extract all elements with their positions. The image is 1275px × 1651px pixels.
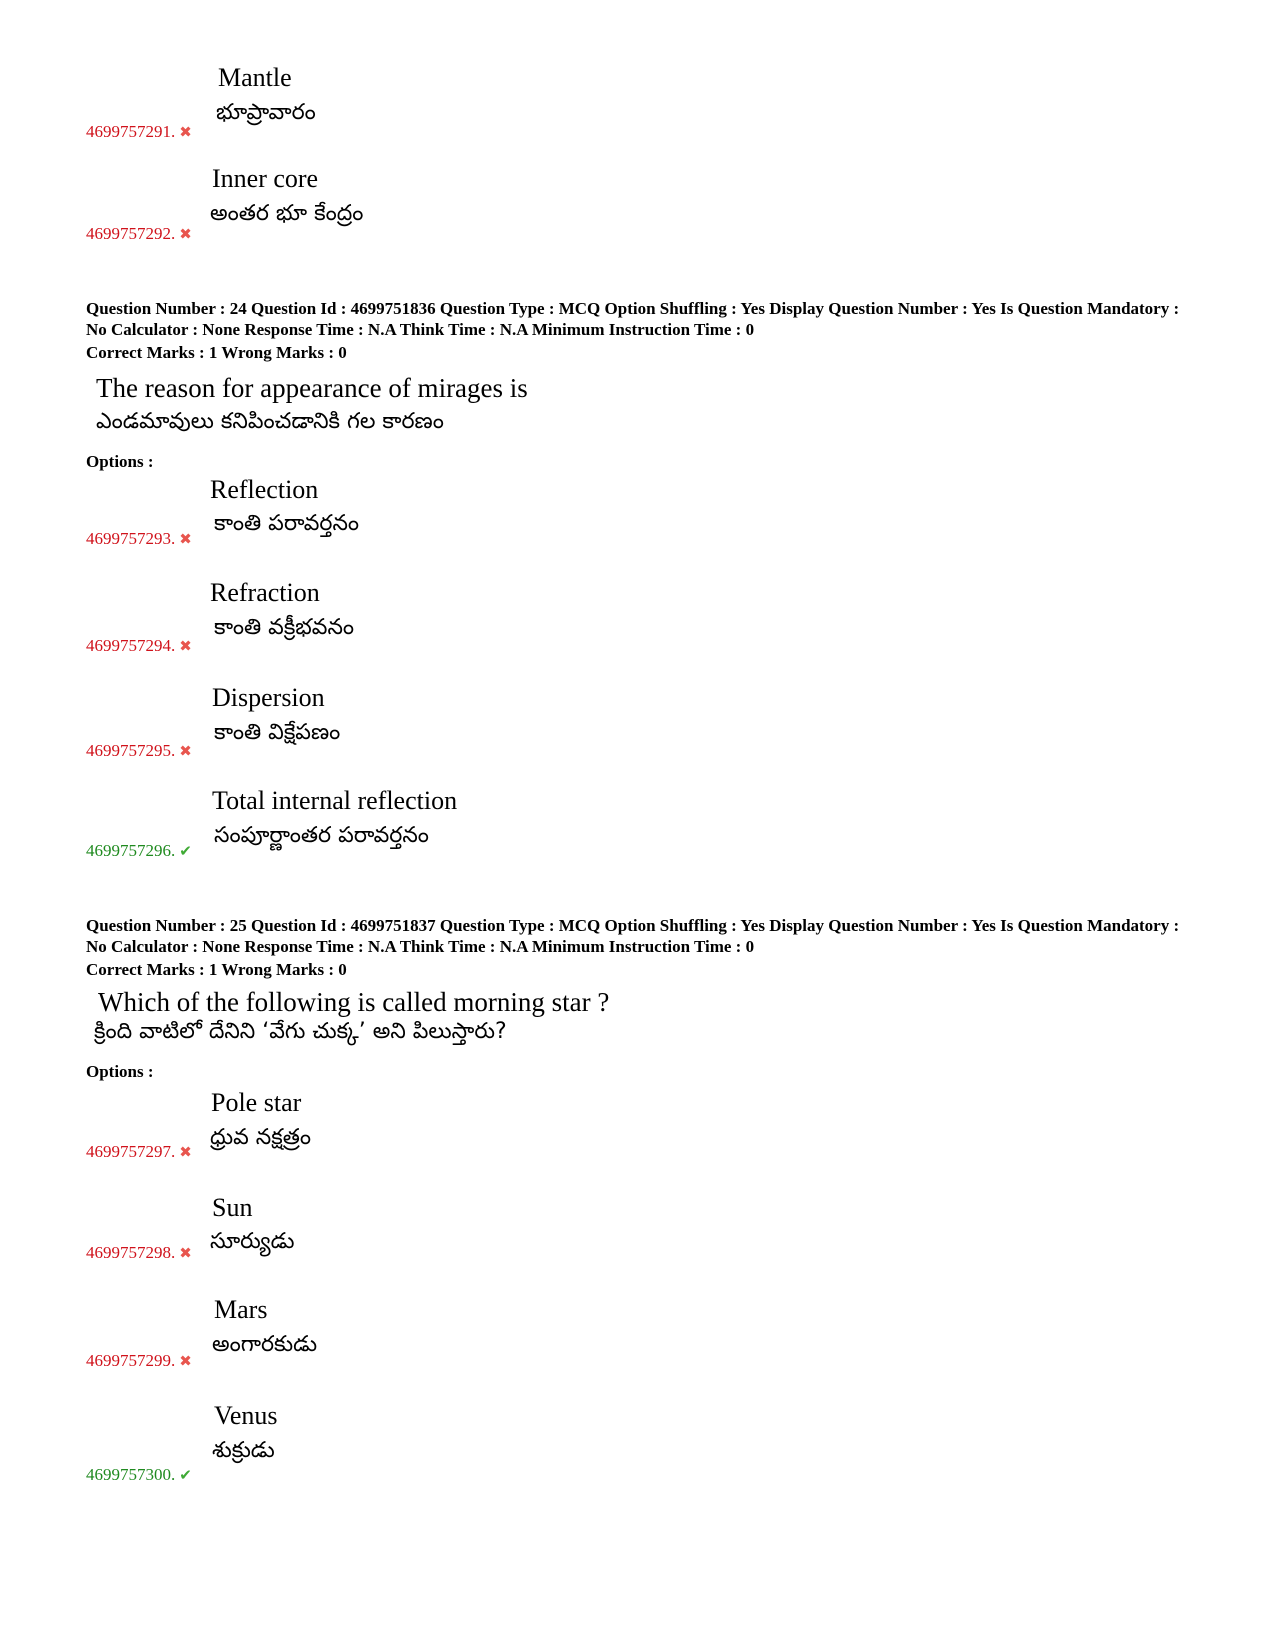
option-id: 4699757296. bbox=[86, 841, 176, 860]
option-text-te: ధ్రువ నక్షత్రం bbox=[210, 1125, 311, 1150]
option-id-row bbox=[86, 1465, 192, 1485]
option-text-te: కాంతి విక్షేపణం bbox=[214, 720, 341, 745]
option-text-en: Dispersion bbox=[212, 683, 325, 712]
option-id: 4699757295. bbox=[86, 741, 176, 760]
cross-icon: ✖ bbox=[179, 1352, 192, 1370]
option-id-row bbox=[86, 122, 192, 142]
cross-icon: ✖ bbox=[179, 742, 192, 760]
option-text-en: Sun bbox=[212, 1193, 253, 1222]
option-text-te: సూర్యుడు bbox=[210, 1229, 295, 1254]
option-text-en: Mars bbox=[214, 1295, 268, 1324]
question-marks: Correct Marks : 1 Wrong Marks : 0 bbox=[86, 343, 347, 362]
cross-icon: ✖ bbox=[179, 1244, 192, 1262]
question-text-en: The reason for appearance of mirages is bbox=[96, 373, 528, 403]
option-id-row bbox=[86, 1142, 192, 1162]
option-id: 4699757294. bbox=[86, 636, 176, 655]
option-id: 4699757293. bbox=[86, 529, 176, 548]
cross-icon: ✖ bbox=[179, 123, 192, 141]
option-id: 4699757300. bbox=[86, 1465, 176, 1484]
question-metadata: Question Number : 25 Question Id : 4699751837 Question Type : MCQ Option Shuffling : Yes Display Question Number : Yes Is Question Mandatory : No Calculator : None Response Time : N.A Think Time : N.A Minimum Instruction Time : 0 bbox=[86, 916, 1180, 956]
question-text-en: Which of the following is called morning star ? bbox=[98, 987, 610, 1017]
option-text-te: కాంతి వక్రీభవనం bbox=[214, 615, 355, 640]
question-text-te: క్రింది వాటిలో దేనిని ‘వేగు చుక్క’ అని పిలుస్తారు? bbox=[94, 1019, 507, 1044]
option-id-row bbox=[86, 529, 192, 549]
option-id-row bbox=[86, 224, 192, 244]
options-label: Options : bbox=[86, 1062, 154, 1081]
option-text-te: కాంతి పరావర్తనం bbox=[214, 511, 360, 536]
option-id: 4699757297. bbox=[86, 1142, 176, 1161]
option-id-row bbox=[86, 1351, 192, 1371]
option-text-te: శుక్రుడు bbox=[212, 1438, 275, 1463]
option-id: 4699757292. bbox=[86, 224, 176, 243]
option-text-en: Reflection bbox=[210, 475, 319, 504]
cross-icon: ✖ bbox=[179, 1143, 192, 1161]
option-text-te: అంగారకుడు bbox=[212, 1332, 318, 1357]
cross-icon: ✖ bbox=[179, 225, 192, 243]
option-id: 4699757299. bbox=[86, 1351, 176, 1370]
option-id-row bbox=[86, 741, 192, 761]
cross-icon: ✖ bbox=[179, 637, 192, 655]
check-icon: ✔ bbox=[179, 842, 192, 860]
option-text-te: అంతర భూ కేంద్రం bbox=[210, 201, 364, 226]
question-text-te: ఎండమావులు కనిపించడానికి గల కారణం bbox=[96, 409, 444, 434]
option-text-en: Mantle bbox=[218, 63, 292, 92]
option-id: 4699757291. bbox=[86, 122, 176, 141]
question-metadata: Question Number : 24 Question Id : 4699751836 Question Type : MCQ Option Shuffling : Yes Display Question Number : Yes Is Question Mandatory : No Calculator : None Response Time : N.A Think Time : N.A Minimum Instruction Time : 0 bbox=[86, 299, 1180, 339]
option-text-te: సంపూర్ణాంతర పరావర్తనం bbox=[214, 823, 429, 848]
question-marks: Correct Marks : 1 Wrong Marks : 0 bbox=[86, 960, 347, 979]
option-id-row bbox=[86, 1243, 192, 1263]
option-text-en: Inner core bbox=[212, 164, 319, 193]
check-icon: ✔ bbox=[179, 1466, 192, 1484]
option-text-en: Pole star bbox=[211, 1088, 302, 1117]
options-label: Options : bbox=[86, 452, 154, 471]
option-text-en: Refraction bbox=[210, 578, 320, 607]
option-id: 4699757298. bbox=[86, 1243, 176, 1262]
option-text-te: భూప్రావారం bbox=[216, 100, 316, 125]
option-text-en: Venus bbox=[214, 1401, 278, 1430]
option-id-row bbox=[86, 841, 192, 861]
option-id-row bbox=[86, 636, 192, 656]
cross-icon: ✖ bbox=[179, 530, 192, 548]
option-text-en: Total internal reflection bbox=[212, 786, 458, 815]
